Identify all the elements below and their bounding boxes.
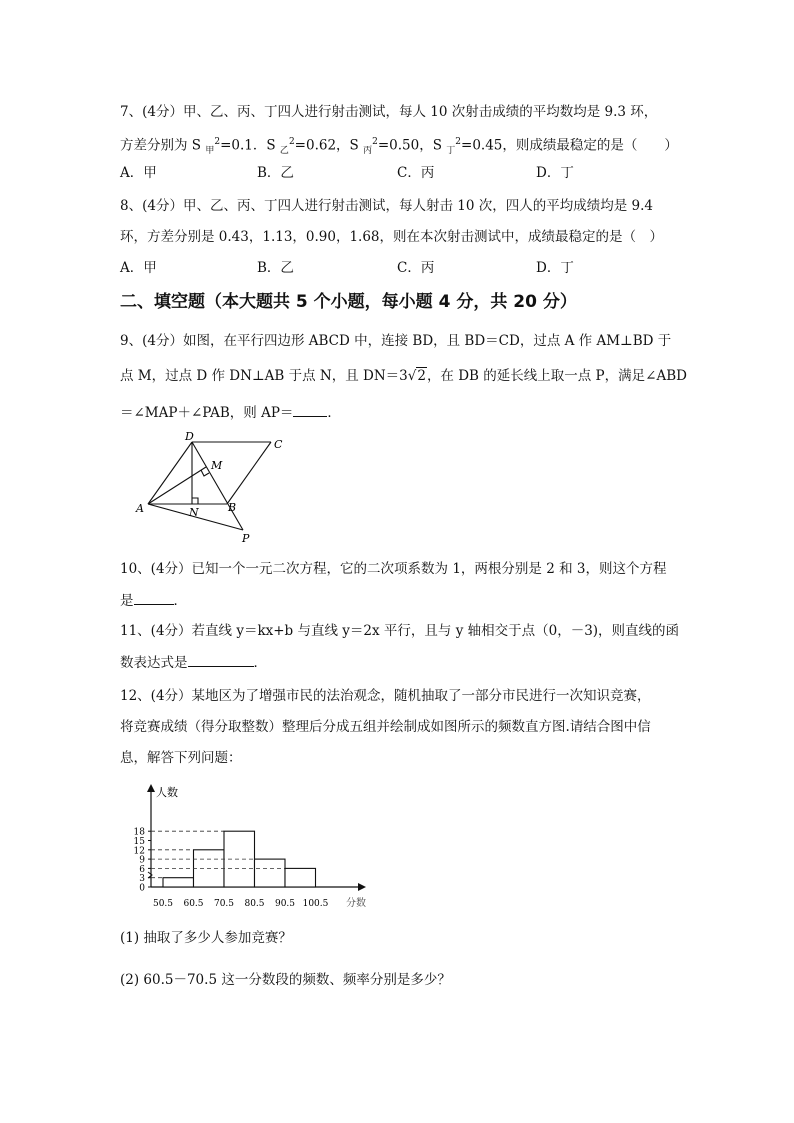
q11-answer-blank[interactable] [188,654,254,667]
q12-sub1: (1) 抽取了多少人参加竞赛？ [120,930,292,946]
histogram-bar [285,868,316,887]
q10-answer-blank[interactable] [134,592,174,605]
q7-sub1: 甲 [205,146,215,157]
q10-line1: 10、(4分）已知一个一元二次方程，它的二次项系数为 1，两根分别是 2 和 3，则这个方程 [120,561,667,577]
q7-option-b[interactable]: B．乙 [257,165,294,181]
x-axis-label: 分数 [346,898,366,909]
q8-line2: 环，方差分别是 0.43，1.13，0.90，1.68，则在本次射击测试中，成绩最稳定的是（ ） [120,229,664,245]
y-axis-arrow [147,784,155,792]
q8-option-b[interactable]: B．乙 [257,260,294,276]
q7-option-a[interactable]: A．甲 [120,165,157,181]
histogram-bar [163,878,194,887]
right-angle-m [201,470,209,476]
x-tick-label: 80.5 [244,899,265,909]
q7-sup4: 2 [455,137,462,147]
q9-line3 [120,404,341,421]
x-tick-label: 50.5 [152,899,174,909]
y-tick-label: 9 [139,855,145,866]
section-heading: 二、填空题（本大题共 5 个小题，每小题 4 分，共 20 分） [120,292,577,312]
segment-dp [192,442,243,530]
x-tick-label: 70.5 [213,899,235,909]
q10-line2-b: ． [173,593,187,609]
q9-radicand: 2 [417,368,426,384]
q7-sub2: 乙 [279,146,289,157]
q9-line3-a: ＝∠MAP＋∠PAB，则 AP＝ [120,405,294,421]
q9-line1: 9、(4分）如图，在平行四边形 ABCD 中，连接 BD，且 BD＝CD，过点 A 作 AM⊥BD 于 [120,333,672,349]
q7-line1: 7、(4分）甲、乙、丙、丁四人进行射击测试，每人 10 次射击成绩的平均数均是 9.3 环， [120,104,658,120]
x-tick-label: 100.5 [302,899,329,909]
q10-line2-a: 是 [120,593,134,609]
q7-text-v4: =0.45，则成绩最稳定的是（ ） [461,137,678,154]
q10-line2 [120,592,187,609]
q7-line2 [120,134,678,159]
histogram-bar [255,859,286,887]
q9-line2-b: ，在 DB 的延长线上取一点 P，满足∠ABD [426,368,687,384]
q9-line2 [120,368,687,384]
q11-line1: 11、(4分）若直线 y＝kx+b 与直线 y＝2x 平行，且与 y 轴相交于点（0，－3)，则直线的函 [120,623,680,639]
label-a: A [136,502,144,515]
label-d: D [185,430,194,443]
q12-line1: 12、(4分）某地区为了增强市民的法治观念，随机抽取了一部分市民进行一次知识竞赛， [120,688,651,704]
y-tick-label: 0 [139,883,145,894]
sqrt-symbol: √2 [407,368,426,384]
q7-sup1: 2 [214,137,221,147]
y-tick-label: 15 [133,837,145,847]
q12-line2: 将竞赛成绩（得分取整数）整理后分成五组并绘制成如图所示的频数直方图.请结合图中信 [120,719,651,735]
q7-text-v3: =0.50，S [377,137,447,154]
q8-option-a[interactable]: A．甲 [120,260,157,276]
q12-line3: 息，解答下列问题： [120,750,242,766]
q9-line3-b: ． [327,405,341,421]
y-axis-label: 人数 [156,786,178,799]
edge-cb [227,442,271,504]
x-axis-arrow [358,883,366,891]
y-tick-label: 6 [139,864,145,875]
q11-line2-b: ． [253,655,267,671]
label-n: N [189,506,199,519]
q7-text-a: 方差分别为 S [120,137,206,154]
q8-line1: 8、(4分）甲、乙、丙、丁四人进行射击测试，每人射击 10 次，四人的平均成绩均是 9.4 [120,198,653,214]
q9-line2-a: 点 M，过点 D 作 DN⊥AB 于点 N，且 DN＝3 [120,368,408,384]
q7-option-c[interactable]: C．丙 [397,165,435,181]
right-angle-n [192,498,198,504]
q7-option-d[interactable]: D．丁 [536,165,574,181]
label-c: C [274,438,283,451]
q7-sup2: 2 [288,137,295,147]
q7-sub3: 丙 [363,146,373,157]
y-tick-label: 3 [139,874,145,885]
q7-text-v2: =0.62，S [294,137,364,154]
label-b: B [228,501,237,514]
q8-option-d[interactable]: D．丁 [536,260,574,276]
y-tick-label: 12 [133,846,145,857]
q7-text-v1: =0.1．S [220,137,280,154]
q7-sub4: 丁 [446,146,456,157]
label-m: M [211,459,223,472]
edge-da [148,442,192,504]
x-tick-label: 60.5 [183,899,204,909]
frequency-histogram [120,782,380,912]
q7-sup3: 2 [372,137,378,147]
parallelogram-figure [130,430,283,550]
label-p: P [242,532,250,545]
q11-line2-a: 数表达式是 [120,655,188,671]
y-tick-label: 18 [133,827,145,838]
q8-option-c[interactable]: C．丙 [397,260,435,276]
x-tick-label: 90.5 [274,899,296,909]
q12-sub2: (2) 60.5－70.5 这一分数段的频数、频率分别是多少？ [120,972,451,988]
q9-answer-blank[interactable] [293,404,327,417]
q11-line2 [120,654,267,671]
